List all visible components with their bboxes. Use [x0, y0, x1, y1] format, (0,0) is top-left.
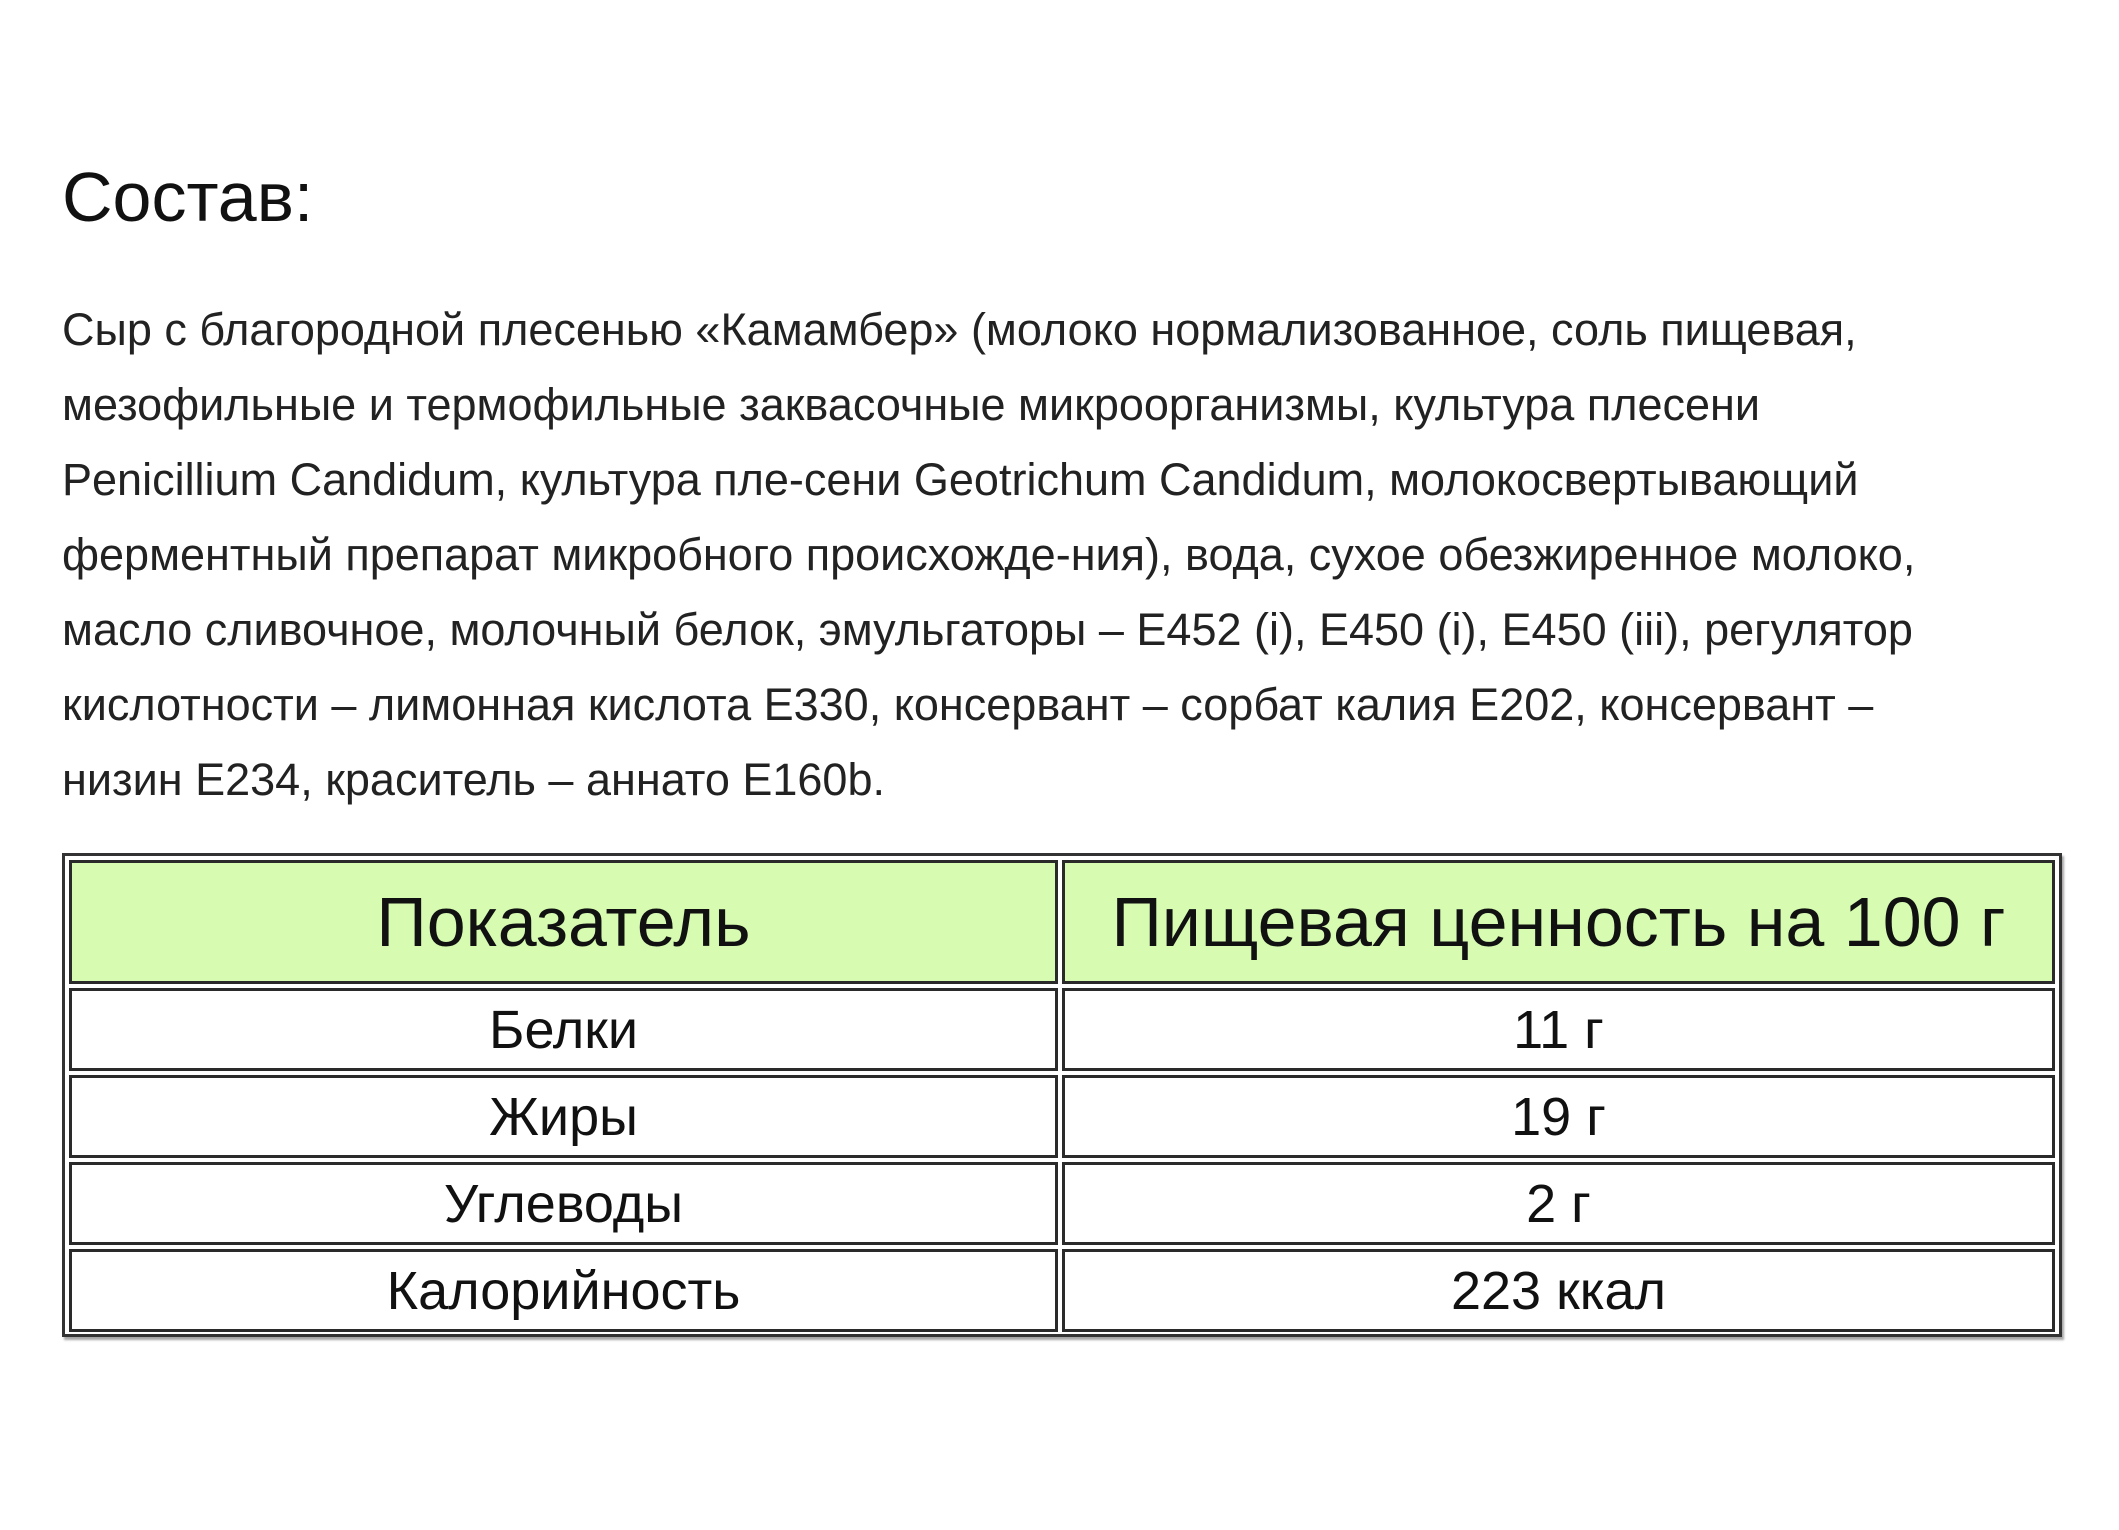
- composition-line: мезофильные и термофильные заквасочные микроорганизмы, культура плесени: [62, 379, 1761, 430]
- composition-text: [62, 292, 2082, 817]
- composition-line: Сыр с благородной плесенью «Камамбер» (молоко нормализованное, соль пищевая,: [62, 304, 1857, 355]
- table-cell-indicator: Белки: [69, 988, 1058, 1071]
- nutrition-table: [65, 856, 2059, 1336]
- table-cell-indicator: Жиры: [69, 1075, 1058, 1158]
- table-cell-value: 2 г: [1062, 1162, 2055, 1245]
- table-cell-value: 11 г: [1062, 988, 2055, 1071]
- table-row: [69, 1075, 2055, 1158]
- table-cell-indicator: Калорийность: [69, 1249, 1058, 1332]
- composition-line: Penicillium Candidum, культура пле-сени Geotrichum Candidum, молокосвертывающий: [62, 454, 1859, 505]
- column-header-indicator: Показатель: [69, 860, 1058, 984]
- table-header-row: [69, 860, 2055, 984]
- table-row: [69, 1162, 2055, 1245]
- column-header-nutrition-value: Пищевая ценность на 100 г: [1062, 860, 2055, 984]
- composition-line: кислотности – лимонная кислота Е330, консервант – сорбат калия Е202, консервант –: [62, 679, 1874, 730]
- composition-line: ферментный препарат микробного происхожде-ния), вода, сухое обезжиренное молоко,: [62, 529, 1916, 580]
- table-cell-value: 19 г: [1062, 1075, 2055, 1158]
- composition-line: низин Е234, краситель – аннато Е160b.: [62, 754, 885, 805]
- page-title: Состав:: [62, 158, 314, 236]
- table-row: [69, 988, 2055, 1071]
- composition-line: масло сливочное, молочный белок, эмульгаторы – Е452 (i), Е450 (i), Е450 (iii), регулятор: [62, 604, 1913, 655]
- table-row: [69, 1249, 2055, 1332]
- nutrition-table-frame: [62, 853, 2062, 1337]
- table-cell-value: 223 ккал: [1062, 1249, 2055, 1332]
- table-cell-indicator: Углеводы: [69, 1162, 1058, 1245]
